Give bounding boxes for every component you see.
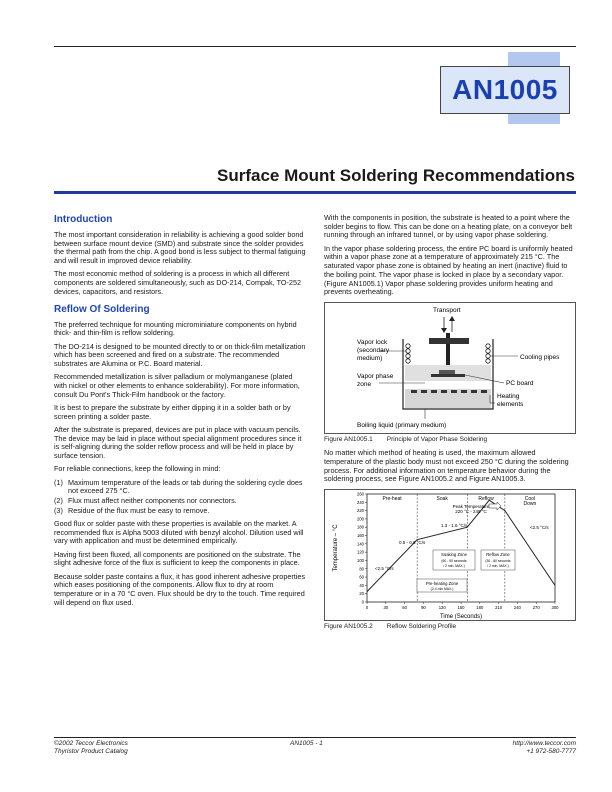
paragraph: No matter which method of heating is used, the maximum allowed temperature of the plastic body must not exceed 250 °C during the soldering process. For additional information on temperature behavior during the soldering process, see Figure AN1005.2 and Figure AN1005.3.	[324, 448, 569, 484]
soaking-zone-label: Soaking Zone	[441, 552, 467, 558]
x-tick-label: 300	[551, 605, 559, 611]
zone-label: Reflow	[478, 496, 494, 503]
vapor-lock-label: (secondary	[357, 346, 390, 354]
arrow-head-icon	[449, 316, 455, 321]
catalog-text: Thyristor Product Catalog	[54, 748, 128, 755]
soaking-zone-detail: (60 - 90 seconds	[441, 559, 467, 564]
y-tick-label: 180	[357, 524, 364, 530]
paragraph: In the vapor phase soldering process, the entire PC board is uniformly heated within a vapor phase zone at a temperature of approximately 215 °C. The saturated vapor phase zone is obtained by heating an inert (inactive) fluid to the boiling point. The vapor phase is locked in place by a secondary vapor. (Figure AN1005.1) Vapor phase soldering provides uniform heating and prevents overheating.	[324, 243, 573, 297]
y-tick-label: 220	[357, 508, 364, 514]
pc-board-label: PC board	[506, 379, 534, 387]
paragraph: With the components in position, the substrate is heated to a point where the solder begins to flow. This can be done on a heating plate, on a conveyor belt running through an infrared tunnel, or by using vapor phase soldering.	[324, 213, 573, 240]
x-tick-label: 60	[402, 605, 407, 611]
reflow-zone-detail: (30 - 60 seconds	[485, 559, 511, 564]
vapor-phase-diagram	[325, 303, 575, 433]
heating-label: elements	[497, 400, 524, 408]
paragraph: After the substrate is prepared, devices are put in place with vacuum pencils. The device may be laid in place without special alignment procedures since it is self-aligning during the solder reflow process and will be held in place by surface tension.	[54, 424, 302, 461]
title-rule	[54, 191, 576, 194]
left-column	[54, 214, 306, 612]
figure-caption	[324, 436, 576, 445]
y-tick-label: 20	[359, 591, 364, 597]
pc-board	[431, 374, 465, 377]
list-item	[54, 479, 306, 496]
zone-label: Down	[523, 501, 537, 508]
website-link[interactable]: http://www.teccor.com	[512, 740, 576, 747]
paragraph: It is best to prepare the substrate by either dipping it in a solder bath or by screen printing a solder paste.	[54, 402, 291, 421]
right-column	[324, 214, 576, 637]
peak-temp-annotation: Peak Temperature	[452, 504, 490, 510]
paragraph: The DO-214 is designed to be mounted directly to or on thick-film metallization which has been screened and fired on a substrate. The recommended substrates are Alumina or P.C. Board material.	[54, 341, 306, 368]
x-tick-label: 270	[532, 605, 540, 611]
footer-rule	[54, 737, 576, 738]
x-axis-label: Time (Seconds)	[439, 614, 483, 621]
y-axis-label: Temperature – °C	[333, 524, 339, 572]
caption-text: Reflow Soldering Profile	[386, 623, 457, 631]
caption-id: Figure AN1005.1	[324, 435, 373, 443]
figure-caption	[324, 623, 576, 632]
page-number: AN1005 - 1	[290, 740, 323, 747]
paragraph: Having first been fluxed, all components are positioned on the substrate. The slight adhesive force of the flux is sufficient to keep the components in place.	[54, 549, 301, 568]
preheating-zone-label: Pre-heating Zone	[425, 581, 459, 587]
zone-label: Cool	[524, 496, 536, 503]
heating-label: Heating	[497, 392, 520, 400]
reflow-heading: Reflow Of Soldering	[54, 303, 150, 315]
y-tick-label: 200	[357, 516, 364, 522]
y-tick-label: 260	[357, 491, 364, 497]
y-axis-ticks	[357, 492, 367, 605]
x-tick-label: 0	[365, 605, 369, 611]
y-tick-label: 40	[359, 582, 364, 588]
app-note-badge: AN1005	[440, 66, 570, 114]
x-tick-label: 150	[457, 605, 465, 611]
y-tick-label: 120	[357, 549, 364, 555]
zone-label: Pre-heat	[382, 496, 402, 503]
x-tick-label: 210	[495, 605, 503, 611]
footer-left	[54, 740, 128, 756]
copyright-text: ©2002 Teccor Electronics	[54, 740, 128, 747]
y-tick-label: 80	[359, 566, 364, 572]
introduction-heading: Introduction	[54, 214, 113, 225]
vapor-lock-label: medium)	[357, 354, 383, 362]
arrow-head-icon	[441, 328, 447, 333]
peak-temp-annotation: 220 °C - 245 °C	[455, 509, 487, 515]
cool-rate-annotation: <2.5 °C/s	[530, 525, 549, 531]
x-tick-label: 240	[513, 605, 521, 611]
vapor-phase-figure	[324, 302, 576, 434]
list-number: (2)	[54, 496, 63, 506]
y-tick-label: 0	[361, 599, 364, 605]
x-tick-label: 90	[421, 605, 426, 611]
document-title: Surface Mount Soldering Recommendations	[217, 166, 575, 185]
paragraph: Because solder paste contains a flux, it has good inherent adhesive properties which eases positioning of the components. Allow flux to dry at room temperature or in a 70 °C oven. Flux should be dry to the touch. Time required will depend on flux used.	[54, 571, 306, 607]
boiling-liquid	[405, 389, 491, 408]
x-axis-ticks	[366, 602, 559, 610]
reflow-zone-label: Reflow Zone	[486, 552, 510, 558]
soaking-zone-detail: / 2 min. MAX.)	[443, 564, 465, 569]
preheating-zone-detail: (2-4 min MAX.)	[430, 587, 454, 592]
component-block	[439, 370, 455, 374]
y-tick-label: 160	[357, 533, 364, 539]
boiling-liquid-label: Boiling liquid (primary medium)	[357, 421, 447, 429]
list-text: Flux must affect neither components nor connectors.	[68, 496, 237, 506]
list-number: (3)	[54, 505, 63, 515]
y-tick-label: 100	[357, 557, 364, 563]
reflow-profile-chart	[325, 490, 575, 620]
x-tick-label: 30	[383, 605, 389, 611]
x-tick-label: 180	[476, 605, 484, 611]
reflow-zone-detail: / 2 min. MAX.)	[487, 564, 509, 569]
paragraph: Recommended metallization is silver palladium or molymanganese (plated with nickel or other elements to enhance solderability). For more information, consult Du Pont's Thick-Film handbook or the factory.	[54, 372, 300, 399]
transport-label: Transport	[433, 306, 461, 314]
x-tick-label: 120	[438, 605, 446, 611]
peak-arrow-icon	[489, 502, 501, 510]
vapor-phase-label: Vapor phase	[357, 372, 394, 380]
cooling-pipes-label: Cooling pipes	[520, 353, 560, 361]
caption-text: Principle of Vapor Phase Soldering	[386, 435, 488, 443]
paragraph: The most economic method of soldering is a process in which all different components are soldered simultaneously, such as DO-214, Compak, TO-252 devices, capacitors, and resistors.	[54, 269, 302, 296]
requirements-list	[54, 479, 306, 516]
paragraph: For reliable connections, keep the following in mind:	[54, 464, 221, 474]
paragraph: Good flux or solder paste with these properties is available on the market. A recommended flux is Alpha 5003 diluted with benzyl alcohol. Dilution used will vary with application and must be determined empirically.	[54, 519, 304, 546]
phone-number: +1 972-580-7777	[526, 748, 576, 755]
top-plate	[429, 338, 469, 344]
list-item	[54, 497, 306, 506]
ramp-rate-annotation: 0.5 - 0.6 °C/s	[399, 540, 426, 546]
caption-id: Figure AN1005.2	[324, 623, 373, 631]
list-item	[54, 507, 306, 516]
vapor-lock-label: Vapor lock	[357, 338, 388, 346]
y-tick-label: 140	[357, 541, 364, 547]
preheat-rate-annotation: <2.5 °C/s	[375, 566, 394, 572]
vapor-phase-label: zone	[357, 380, 372, 388]
paragraph: The most important consideration in reliability is achieving a good solder bond between surface mount device (SMD) and substrate since the solder provides the thermal path from the chip. A good bond is less subject to thermal fatiguing and will result in improved device reliability.	[54, 230, 306, 266]
top-rule	[54, 46, 576, 47]
y-tick-label: 240	[357, 499, 364, 505]
zone-label: Soak	[436, 496, 448, 503]
list-text: Residue of the flux must be easy to remove.	[68, 505, 210, 515]
footer-right	[513, 740, 576, 756]
list-text: Maximum temperature of the leads or tab during the soldering cycle does not exceed 275 °C.	[68, 477, 303, 496]
reflow-profile-figure	[324, 489, 576, 621]
paragraph: The preferred technique for mounting microminiature components on hybrid thick- and thin-film is reflow soldering.	[54, 319, 297, 338]
list-number: (1)	[54, 477, 63, 487]
y-tick-label: 60	[359, 574, 364, 580]
soak-rate-annotation: 1.3 - 1.6 °C/s	[441, 523, 468, 529]
